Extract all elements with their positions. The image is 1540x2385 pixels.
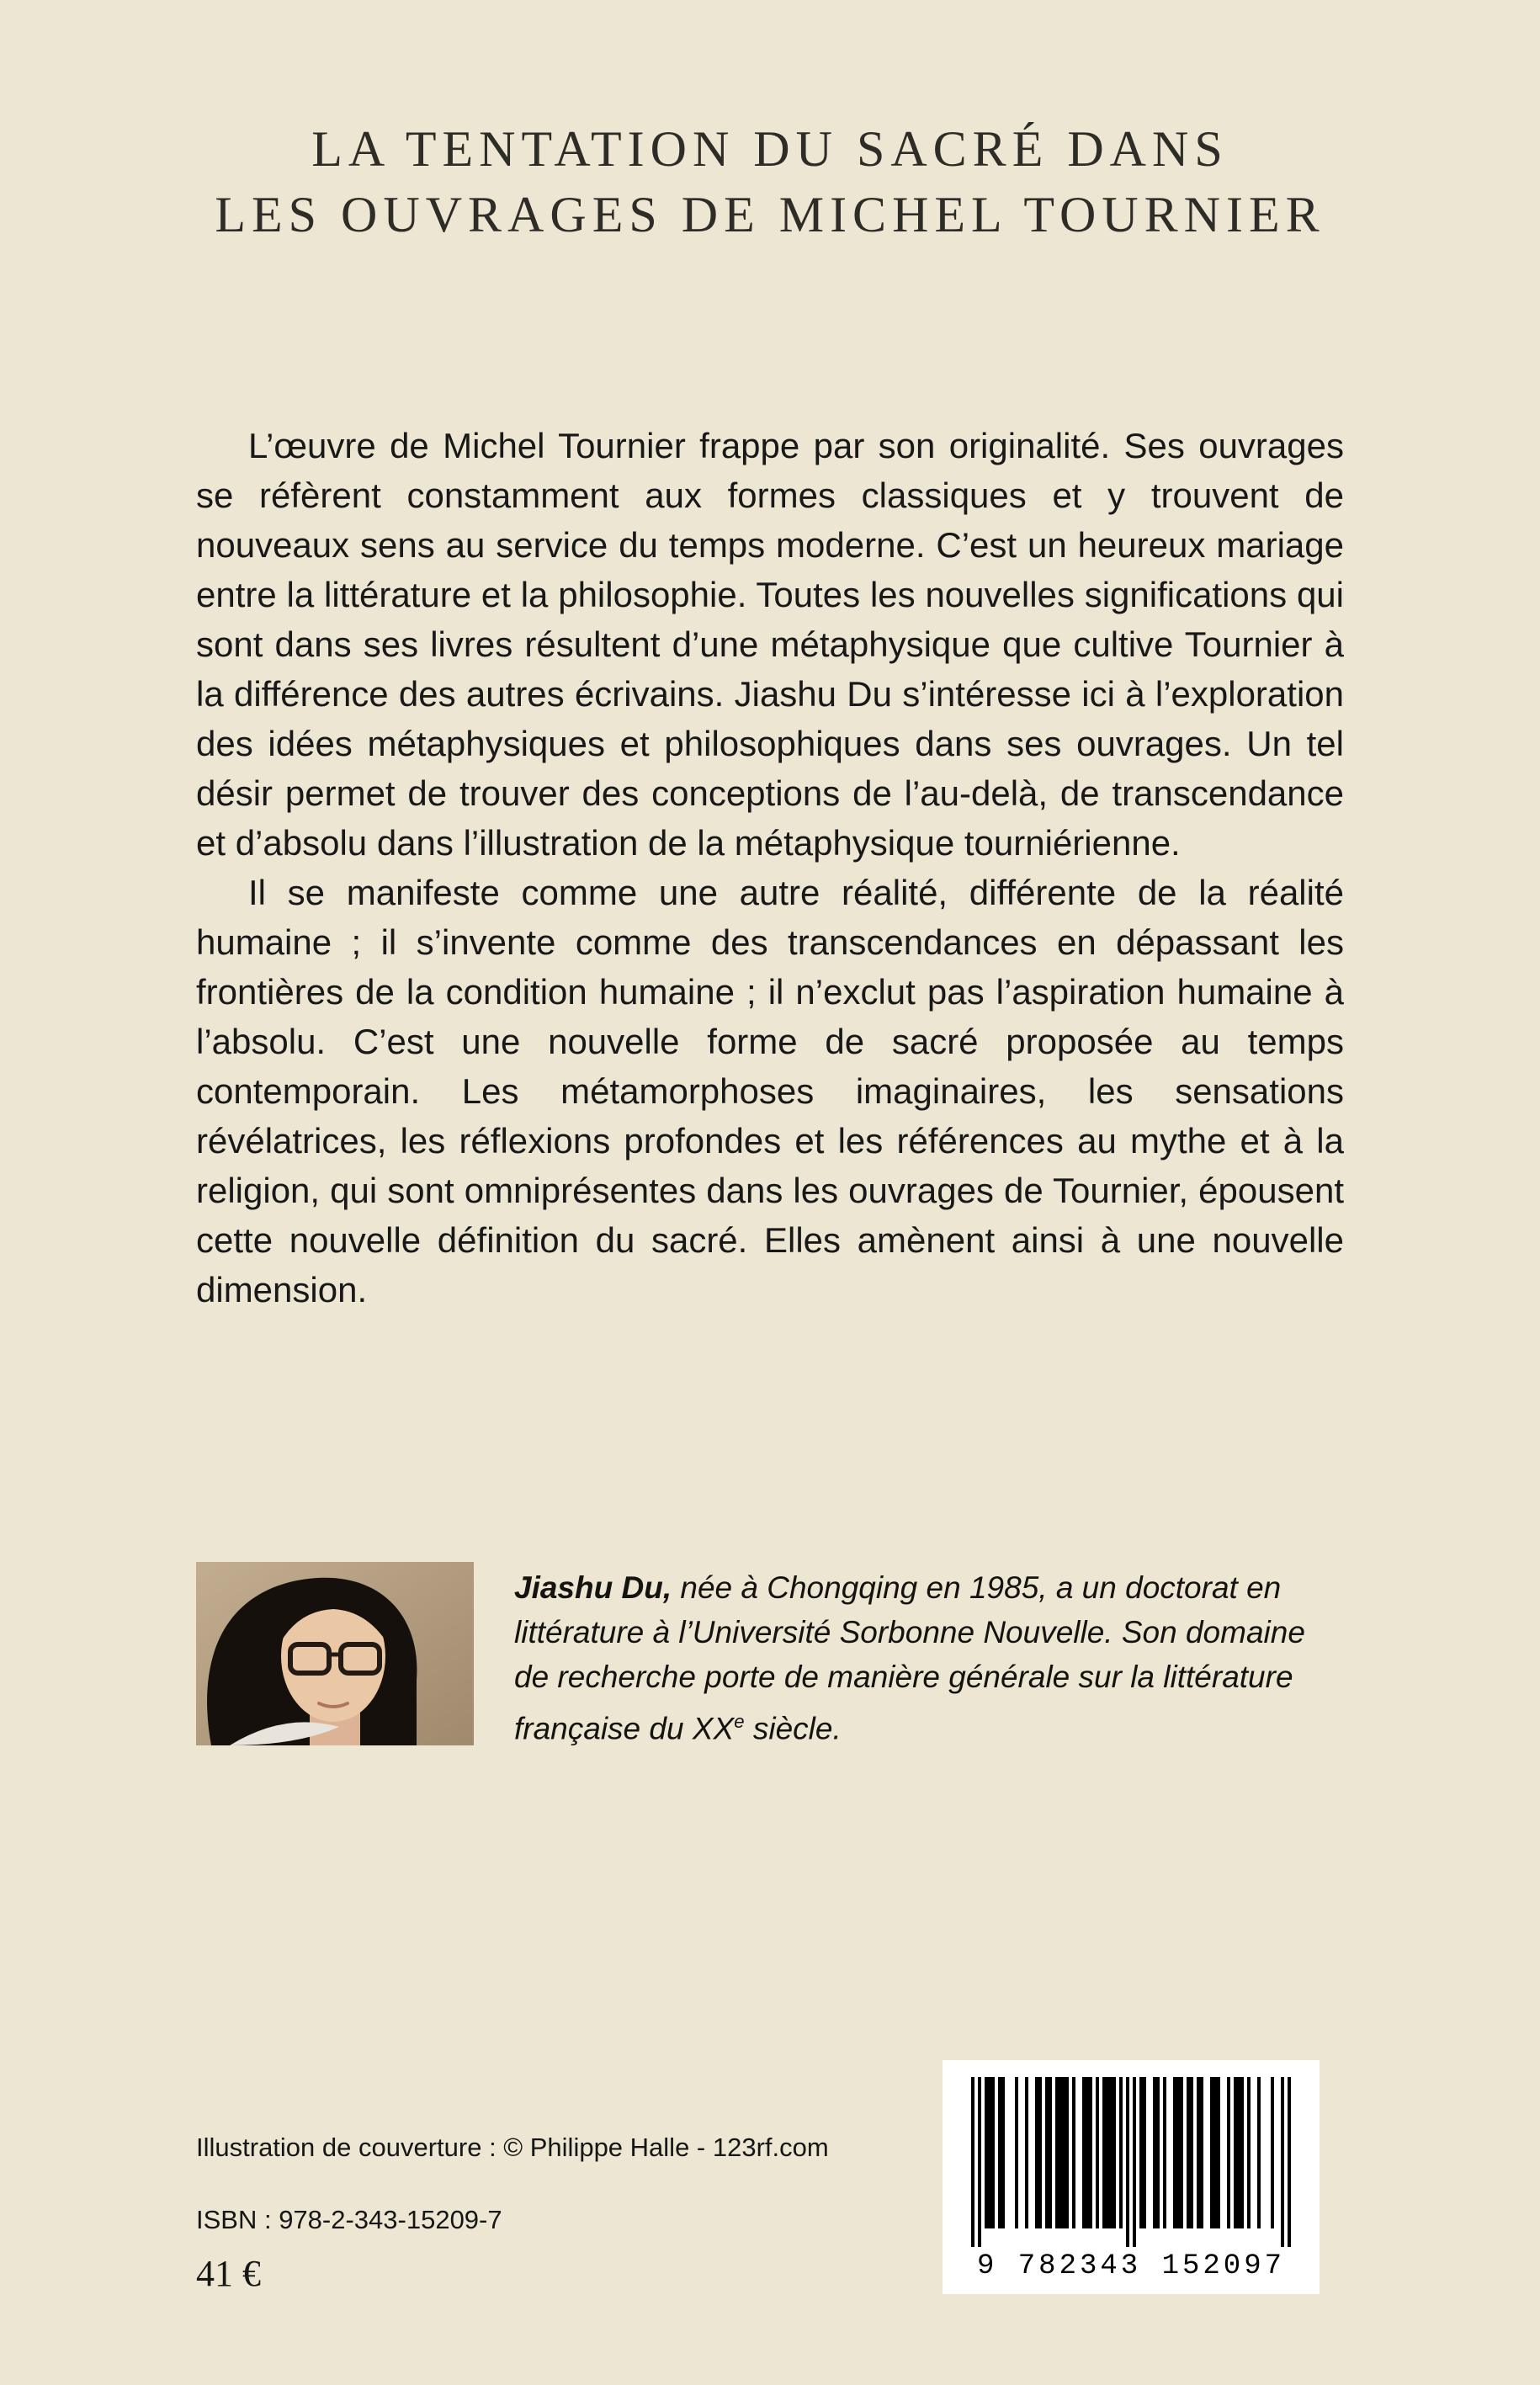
isbn-text: ISBN : 978-2-343-15209-7	[196, 2205, 502, 2234]
synopsis	[196, 421, 1344, 1315]
barcode	[943, 2060, 1320, 2294]
author-bio	[514, 1562, 1343, 1750]
synopsis-paragraph-2: Il se manifeste comme une autre réalité, différente de la réalité humaine ; il s’invente comme des transcendances en dépassant les frontières de la condition humaine ; il n’exclut pas l’aspiration humaine à l’absolu. C’est une nouvelle forme de sacré proposée au temps contemporain. Les métamorphoses imaginaires, les sensations révélatrices, les réflexions profondes et les références au mythe et à la religion, qui sont omniprésentes dans les ouvrages de Tournier, épousent cette nouvelle définition du sacré. Elles amènent ainsi à une nouvelle dimension.	[196, 873, 1344, 1309]
price-text: 41 €	[196, 2253, 261, 2294]
portrait-photo-illustration	[196, 1562, 474, 1745]
book-title-line-2: LES OUVRAGES DE MICHEL TOURNIER	[215, 187, 1325, 242]
author-portrait-photo	[196, 1562, 474, 1745]
book-title	[0, 116, 1540, 247]
author-bio-text: née à Chongqing en 1985, a un doctorat en littérature à l’Université Sorbonne Nouvelle. Son domaine de recherche porte de manière générale sur la littérature française du XX	[514, 1570, 1305, 1746]
author-name: Jiashu Du,	[514, 1570, 672, 1605]
author-bio-superscript: e	[734, 1711, 745, 1732]
barcode-number: 9 782343 152097	[976, 2250, 1286, 2282]
author-bio-text-end: siècle.	[744, 1711, 842, 1746]
synopsis-paragraph-1: L’œuvre de Michel Tournier frappe par son originalité. Ses ouvrages se réfèrent constamment aux formes classiques et y trouvent de nouveaux sens au service du temps moderne. C’est un heureux mariage entre la littérature et la philosophie. Toutes les nouvelles significations qui sont dans ses livres résultent d’une métaphysique que cultive Tournier à la différence des autres écrivains. Jiashu Du s’intéresse ici à l’exploration des idées métaphysiques et philosophiques dans ses ouvrages. Un tel désir permet de trouver des conceptions de l’au-delà, de transcendance et d’absolu dans l’illustration de la métaphysique tourniérienne.	[196, 426, 1344, 863]
book-title-line-1: LA TENTATION DU SACRÉ DANS	[311, 121, 1229, 177]
barcode-bars	[971, 2077, 1291, 2250]
illustration-credit: Illustration de couverture : © Philippe Halle - 123rf.com	[196, 2133, 829, 2162]
author-section	[196, 1562, 1344, 1750]
